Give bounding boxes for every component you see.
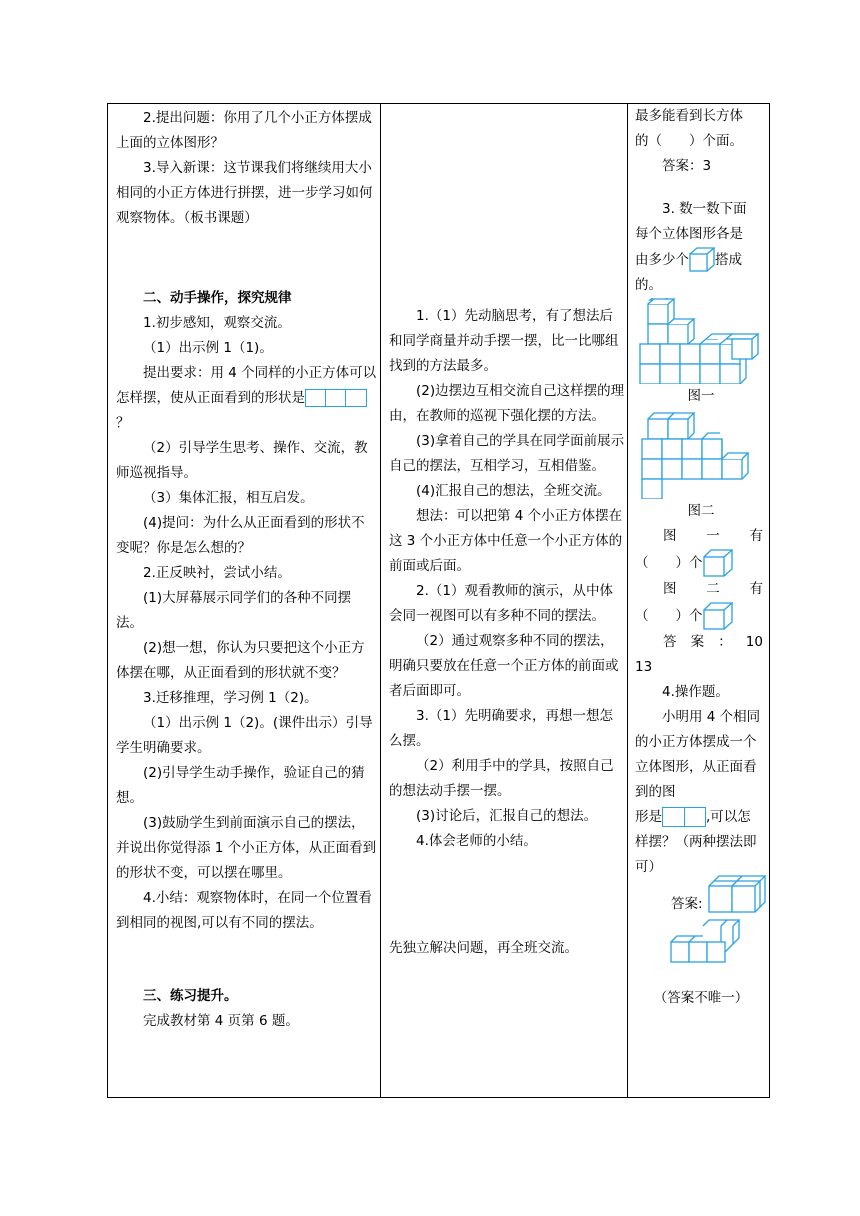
small-cube-icon: [703, 549, 733, 577]
fig1-word-a: 图: [663, 528, 677, 544]
q3-answer-word-b: 案: [690, 634, 705, 650]
student-p12: 先独立解决问题，再全班交流。: [389, 940, 578, 956]
small-cube-icon: [689, 247, 715, 273]
student-p4: (4)汇报自己的想法，全班交流。: [416, 483, 611, 499]
q4-text-c: 样摆？（两种摆法即可）: [635, 834, 757, 875]
lesson-table: [107, 103, 770, 1098]
figure-1-caption: 图一: [687, 388, 715, 404]
student-p10: (3)讨论后，汇报自己的想法。: [416, 808, 598, 824]
s2-requirement: [116, 361, 378, 436]
fig1-blank-text: （ ）个: [635, 555, 703, 571]
s2-step-2-2: (2)想一想，你认为只要把这个小正方体摆在哪，从正面看到的形状就不变？: [116, 640, 365, 681]
student-p11: 4.体会老师的小结。: [416, 833, 537, 849]
answer-arrangement-1: [707, 872, 769, 916]
fig2-word-b: 二: [706, 581, 720, 597]
s2-requirement-question-mark: ？: [116, 415, 130, 431]
column-divider: [380, 104, 381, 1097]
s3-task: 完成教材第 4 页第 6 题。: [143, 1013, 299, 1029]
s2-step-2-1: (1)大屏幕展示同学们的各种不同摆法。: [116, 590, 352, 631]
q4-note: （答案不唯一）: [653, 990, 749, 1006]
q3-answer-13: 13: [635, 659, 653, 675]
student-p9: （2）利用手中的学具，按照自己的想法动手摆一摆。: [389, 758, 614, 799]
s2-step-1-2: （2）引导学生思考、操作、交流，教师巡视指导。: [116, 440, 368, 481]
fig2-word-c: 有: [749, 581, 763, 597]
fig1-word-c: 有: [749, 528, 763, 544]
figure-2-caption: 图二: [687, 503, 715, 519]
q3-line-c-pre: 由多少个: [635, 252, 689, 268]
q4-text-b-pre: 形是: [635, 809, 662, 825]
s2-step-3-1: （1）出示例 1（2)。(课件出示）引导学生明确要求。: [116, 715, 373, 756]
q3-answer-word-a: 答: [663, 634, 677, 650]
q4-text-b: [635, 805, 767, 830]
s2-step-3-3: (3)鼓励学生到前面演示自己的摆法，并说出你觉得添 1 个小正方体，从正面看到的形状不变，可以摆在哪里。: [116, 815, 377, 881]
fig1-word-b: 一: [706, 528, 720, 544]
answer-arrangement-2: [669, 918, 743, 964]
fig1-blank: [635, 549, 767, 577]
q3-line-b: 每个立体图形各是: [635, 226, 743, 242]
fig2-blank-text: （ ）个: [635, 608, 703, 624]
column-divider: [627, 104, 628, 1097]
cube-stack-figure-2: [638, 409, 764, 499]
small-cube-icon: [703, 602, 733, 630]
s2-step-3-2: (2)引导学生动手操作，验证自己的猜想。: [116, 765, 365, 806]
q4-title: 4.操作题。: [662, 684, 729, 700]
s2-step-1-1: （1）出示例 1（1)。: [143, 340, 273, 356]
s2-step-1: 1.初步感知，观察交流。: [143, 315, 291, 331]
q4-answer-label: 答案:: [671, 896, 703, 912]
q2-line-a: 最多能看到长方体: [635, 108, 743, 124]
section-2-title: 二、动手操作，探究规律: [143, 290, 292, 306]
q3-line-c: [635, 247, 767, 273]
s2-requirement-text: 提出要求：用 4 个同样的小正方体可以怎样摆，使从正面看到的形状是: [116, 365, 377, 406]
student-p5: 想法：可以把第 4 个小正方体摆在这 3 个小正方体中任意一个小正方体的前面或后面。: [389, 508, 623, 574]
s2-step-1-3: （3）集体汇报，相互启发。: [143, 490, 314, 506]
intro-2: 2.提出问题：你用了几个小正方体摆成上面的立体图形？: [116, 110, 372, 151]
student-p7: （2）通过观察多种不同的摆法，明确只要放在任意一个正方体的前面或者后面即可。: [389, 633, 619, 699]
student-p3: (3)拿着自己的学具在同学面前展示自己的摆法，互相学习，互相借鉴。: [389, 433, 625, 474]
fig2-word-a: 图: [663, 581, 677, 597]
q3-answer-line: [635, 630, 767, 655]
q2-answer: 答案：3: [662, 158, 712, 174]
intro-3: 3.导入新课：这节课我们将继续用大小相同的小正方体进行拼摆，进一步学习如何观察物体。（板书课题）: [116, 160, 373, 226]
q4-answer-row: [635, 880, 767, 918]
q3-line-c-post: 搭成: [715, 252, 742, 268]
fig1-count-line: [635, 524, 767, 549]
fig2-blank: [635, 602, 767, 630]
teacher-column: [116, 104, 378, 1097]
q3-line-d: 的。: [635, 277, 662, 293]
two-square-front-view-icon: [662, 807, 706, 827]
student-p6: 2.（1）观看教师的演示，从中体会同一视图可以有多种不同的摆法。: [389, 583, 613, 624]
student-p1: 1.（1）先动脑思考，有了想法后和同学商量并动手摆一摆，比一比哪组找到的方法最多。: [389, 308, 619, 374]
fig2-count-line: [635, 577, 767, 602]
q2-line-b: 的（ ）个面。: [635, 133, 743, 149]
student-p2: (2)边摆边互相交流自己这样摆的理由，在教师的巡视下强化摆的方法。: [389, 383, 625, 424]
exercise-column: [635, 104, 767, 1097]
q3-line-a: 3. 数一数下面: [662, 201, 747, 217]
q3-answer-value: 10: [745, 634, 763, 650]
student-p8: 3.（1）先明确要求，再想一想怎么摆。: [389, 708, 613, 749]
student-column: [389, 104, 625, 1097]
q4-text-a: 小明用 4 个相同的小正方体摆成一个立体图形，从正面看到的图: [635, 709, 761, 800]
section-3-title: 三、练习提升。: [143, 988, 238, 1004]
s2-step-3: 3.迁移推理，学习例 1（2)。: [143, 690, 318, 706]
s2-step-1-4: (4)提问：为什么从正面看到的形状不变呢？你是怎么想的？: [116, 515, 365, 556]
s2-step-2: 2.正反映衬，尝试小结。: [143, 565, 291, 581]
s2-summary: 4.小结：观察物体时，在同一个位置看到相同的视图,可以有不同的摆法。: [116, 890, 372, 931]
cube-stack-figure-1: [638, 298, 764, 384]
q4-text-b-post: ,可以怎: [706, 809, 751, 825]
three-square-front-view-icon: [305, 389, 367, 407]
q3-answer-colon: ：: [718, 634, 732, 650]
